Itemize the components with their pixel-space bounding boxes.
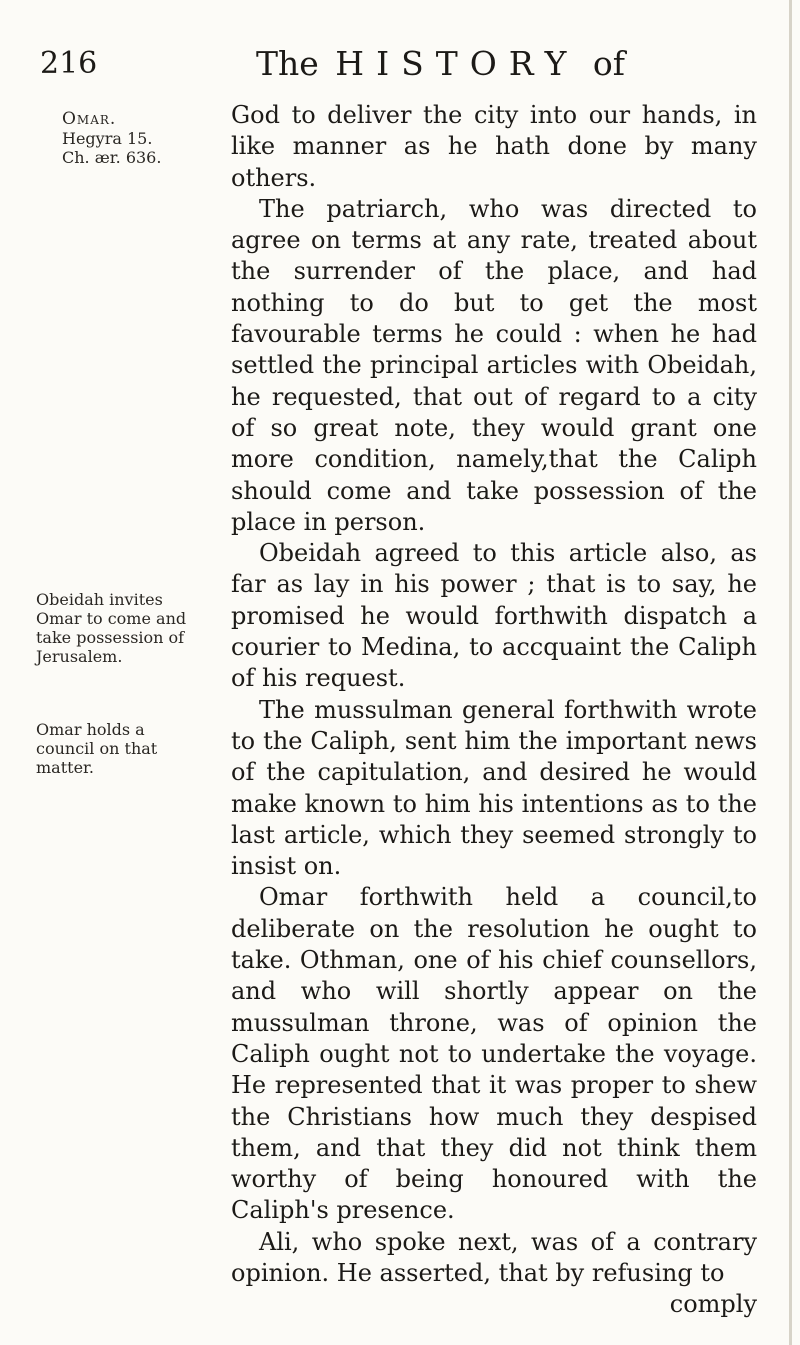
margin-note-obeidah-invites: Obeidah invites Omar to come and take possession of Jerusalem. bbox=[36, 590, 187, 666]
paragraph-3: Obeidah agreed to this article also, as far as lay in his power ; that is to say, he promised he would forthwith dispatch a courier to Medina, to accquaint the Caliph of his request. bbox=[231, 539, 757, 693]
paragraph-2: The patriarch, who was directed to agree on terms at any rate, treated about the surrender of the place, and had nothing to do but to get the most favourable terms he could : when he had settled the principal articles with Obeidah, he requested, that out of regard to a city of so great note, they would grant one more condition, namely,that the Caliph should come and take possession of the place in person. bbox=[231, 194, 757, 536]
margin-note-hegyra: Hegyra 15. bbox=[62, 129, 153, 148]
running-title bbox=[256, 44, 625, 83]
margin-note-christian-era: Ch. ær. 636. bbox=[62, 148, 162, 167]
running-title-prefix: The bbox=[256, 44, 319, 83]
running-title-main: HISTORY bbox=[335, 44, 579, 83]
paragraph-5: Omar forthwith held a council,to deliberate on the resolution he ought to take. Othman, one of his chief counsellors, and who will shortly appear on the mussulman throne, was of opinion the Caliph ought not to undertake the voyage. He represented that it was proper to shew the Christians how much they despised them, and that they did not think them worthy of being honoured with the Caliph's presence. bbox=[231, 883, 757, 1225]
body-text bbox=[231, 100, 757, 1321]
catchword: comply bbox=[669, 1290, 757, 1319]
page-edge-divider bbox=[789, 0, 792, 1345]
running-title-suffix: of bbox=[592, 44, 625, 83]
paragraph-6: Ali, who spoke next, was of a contrary opinion. He asserted, that by refusing to bbox=[231, 1227, 757, 1287]
margin-note-omar-council: Omar holds a council on that matter. bbox=[36, 720, 158, 777]
paragraph-4: The mussulman general forthwith wrote to the Caliph, sent him the important news of the capitulation, and desired he would make known to him his intentions as to the last article, which they seemed strongly to insist on. bbox=[231, 695, 757, 881]
page-number: 216 bbox=[40, 46, 98, 81]
page-header bbox=[0, 40, 800, 100]
paragraph-1: God to deliver the city into our hands, in like manner as he hath done by many others. bbox=[231, 101, 757, 192]
margin-note-omar bbox=[62, 110, 212, 167]
margin-note-omar-label: Omar. bbox=[62, 109, 117, 129]
